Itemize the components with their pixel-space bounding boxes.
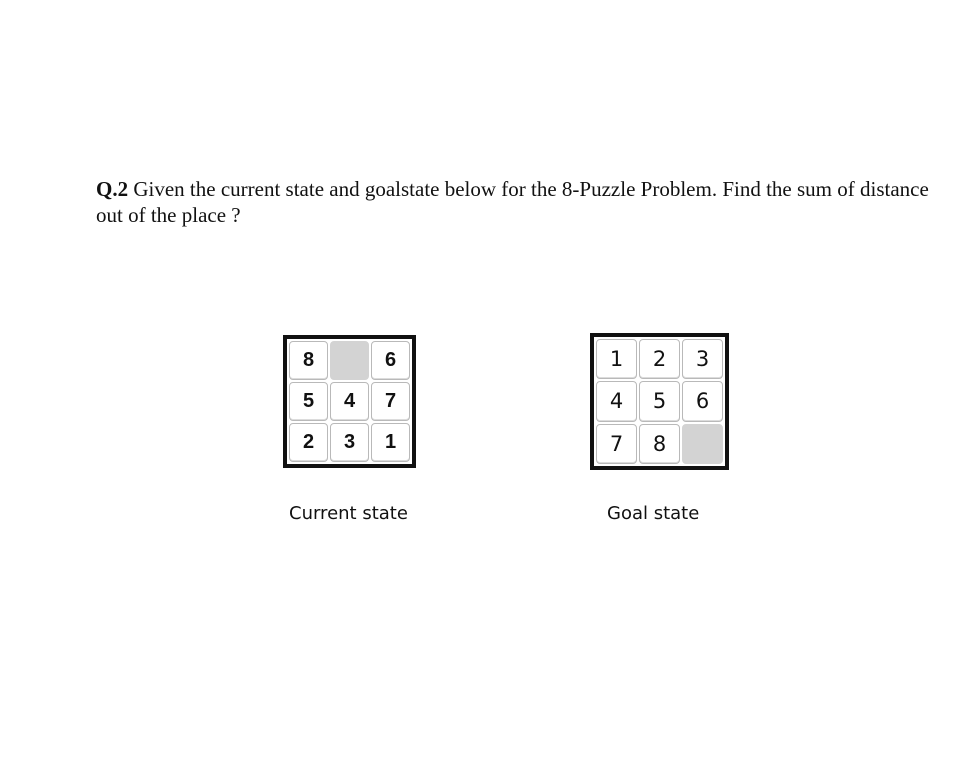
puzzle-tile: 1 — [371, 423, 410, 462]
puzzle-tile: 1 — [596, 339, 637, 379]
blank-tile — [330, 341, 369, 380]
question-text — [96, 176, 936, 228]
puzzle-tile: 7 — [596, 424, 637, 464]
puzzle-tile: 6 — [682, 381, 723, 421]
puzzle-tile: 8 — [289, 341, 328, 380]
puzzle-tile: 5 — [289, 382, 328, 421]
puzzle-tile: 2 — [639, 339, 680, 379]
puzzle-tile: 8 — [639, 424, 680, 464]
puzzle-tile: 5 — [639, 381, 680, 421]
goal-state-board — [590, 333, 729, 470]
puzzle-tile: 4 — [596, 381, 637, 421]
blank-tile — [682, 424, 723, 464]
question-number: Q.2 — [96, 177, 129, 201]
puzzle-tile: 3 — [682, 339, 723, 379]
question-body: Given the current state and goalstate below for the 8-Puzzle Problem. Find the sum of distance out of the place ? — [96, 177, 929, 227]
puzzle-tile: 6 — [371, 341, 410, 380]
puzzle-tile: 3 — [330, 423, 369, 462]
current-state-caption: Current state — [289, 503, 408, 524]
puzzle-tile: 4 — [330, 382, 369, 421]
goal-state-caption: Goal state — [607, 503, 700, 524]
puzzle-tile: 2 — [289, 423, 328, 462]
current-state-board — [283, 335, 416, 468]
puzzle-tile: 7 — [371, 382, 410, 421]
